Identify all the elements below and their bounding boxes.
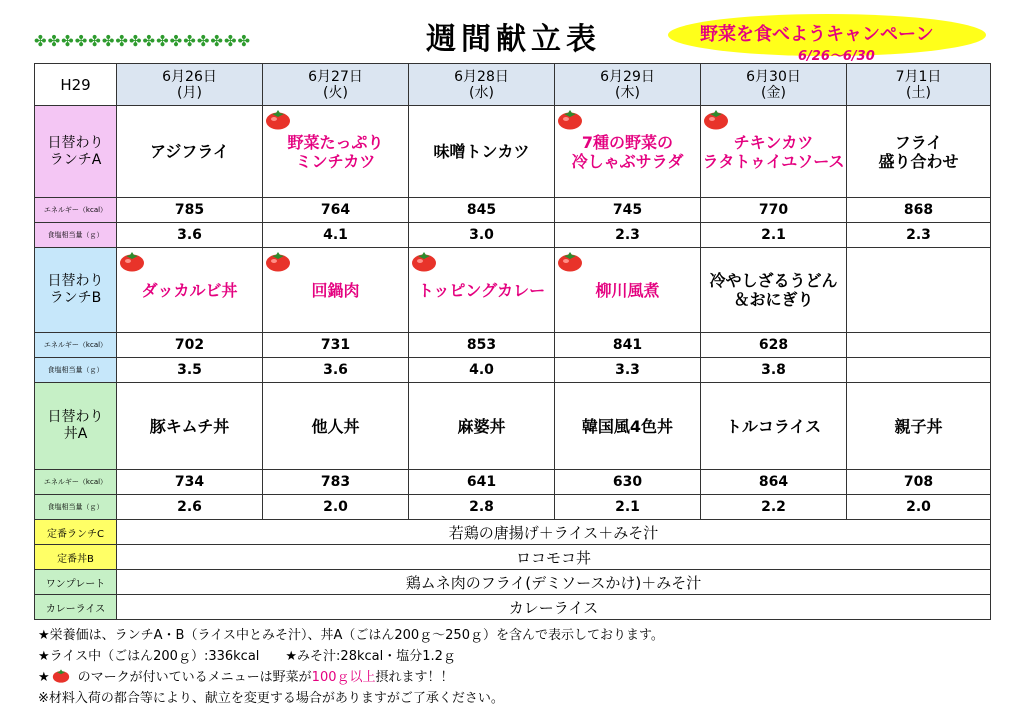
day-header	[847, 64, 991, 106]
dish-name-line2: ラタトゥイユソース	[702, 151, 845, 171]
salt-value: 2.3	[847, 223, 991, 248]
dish-name-line2: 冷しゃぶサラダ	[571, 151, 684, 171]
don-a-label-line1: 日替わり	[47, 409, 104, 425]
dish-cell	[701, 248, 847, 333]
lunch-a-label	[35, 106, 117, 198]
fixed-menu-row	[35, 520, 991, 545]
dish-cell	[263, 248, 409, 333]
dish-name-line1: チキンカツ	[733, 132, 814, 152]
note-vegetable-text: のマークが付いているメニューは野菜が	[77, 670, 312, 685]
lunch-a-energy-row	[35, 198, 991, 223]
salt-value: 2.8	[409, 495, 555, 520]
day-weekday: (土)	[906, 84, 931, 101]
salt-label: 食塩相当量（ｇ）	[35, 358, 117, 383]
day-header	[555, 64, 701, 106]
fixed-menu-label: 定番ランチC	[35, 520, 117, 545]
don-a-dish-row	[35, 383, 991, 470]
lunch-b-energy-row	[35, 333, 991, 358]
dish-cell	[263, 106, 409, 198]
tomato-icon	[703, 108, 729, 130]
energy-value: 841	[555, 333, 701, 358]
day-date: 7月1日	[895, 68, 942, 85]
energy-value: 864	[701, 470, 847, 495]
salt-value: 3.8	[701, 358, 847, 383]
lunch-a-label-line2: ランチA	[49, 151, 102, 168]
dish-cell	[117, 248, 263, 333]
note-rice-soup: ★ライス中（ごはん200ｇ）:336kcal ★みそ汁:28kcal・塩分1.2ｇ	[38, 649, 456, 664]
clover-decoration: ✤✤✤✤✤✤✤✤✤✤✤✤✤✤✤✤	[34, 32, 252, 50]
energy-value: 630	[555, 470, 701, 495]
energy-value: 708	[847, 470, 991, 495]
day-header	[701, 64, 847, 106]
tomato-icon	[119, 250, 145, 272]
don-a-label-line2: 丼A	[63, 426, 88, 442]
salt-value: 4.0	[409, 358, 555, 383]
dish-name-line1: 野菜たっぷり	[287, 132, 384, 152]
dish-name-line1: 豚キムチ丼	[149, 416, 230, 436]
energy-value: 868	[847, 198, 991, 223]
note-star: ★	[38, 670, 50, 685]
lunch-b-dish-row	[35, 248, 991, 333]
dish-name-line1: トッピングカレー	[417, 280, 546, 300]
dish-cell	[555, 106, 701, 198]
dish-cell	[555, 383, 701, 470]
dish-name-line1: 柳川風煮	[595, 280, 660, 300]
salt-value: 3.5	[117, 358, 263, 383]
salt-value: 3.3	[555, 358, 701, 383]
salt-value: 4.1	[263, 223, 409, 248]
energy-label: エネルギー（kcal）	[35, 333, 117, 358]
fixed-menu-label: カレーライス	[35, 595, 117, 620]
campaign-dates: 6/26〜6/30	[798, 49, 875, 64]
energy-label: エネルギー（kcal）	[35, 470, 117, 495]
dish-cell	[701, 383, 847, 470]
fixed-menu-dish: 若鶏の唐揚げ＋ライス＋みそ汁	[117, 520, 991, 545]
energy-value: 783	[263, 470, 409, 495]
energy-value: 845	[409, 198, 555, 223]
fixed-menu-label: 定番丼B	[35, 545, 117, 570]
note-vegetable-mark	[38, 667, 664, 688]
day-date: 6月28日	[454, 68, 509, 85]
note-change-disclaimer: ※材料入荷の都合等により、献立を変更する場合がありますがご了承ください。	[38, 691, 504, 706]
dish-name-line2: ミンチカツ	[295, 151, 376, 171]
dish-cell	[701, 106, 847, 198]
energy-value: 734	[117, 470, 263, 495]
salt-value: 3.6	[263, 358, 409, 383]
lunch-a-salt-row	[35, 223, 991, 248]
day-date: 6月26日	[162, 68, 217, 85]
salt-label: 食塩相当量（ｇ）	[35, 495, 117, 520]
fixed-menu-row	[35, 595, 991, 620]
fixed-menu-row	[35, 570, 991, 595]
lunch-b-salt-row	[35, 358, 991, 383]
day-header	[263, 64, 409, 106]
dish-name-line2: ＆おにぎり	[733, 290, 814, 309]
page-title: 週間献立表	[426, 22, 601, 57]
lunch-a-label-line1: 日替わり	[47, 134, 104, 151]
day-header	[117, 64, 263, 106]
lunch-b-label-line1: 日替わり	[47, 273, 104, 289]
day-weekday: (金)	[761, 84, 786, 101]
dish-name-line1: 味噌トンカツ	[433, 142, 530, 161]
day-header	[409, 64, 555, 106]
salt-value: 2.1	[555, 495, 701, 520]
lunch-b-label-line2: ランチB	[49, 290, 102, 306]
day-date: 6月30日	[746, 68, 801, 85]
dish-name-line2: 盛り合わせ	[878, 151, 959, 171]
tomato-icon	[411, 250, 437, 272]
fixed-menu-label: ワンプレート	[35, 570, 117, 595]
salt-value: 2.0	[263, 495, 409, 520]
tomato-icon	[265, 108, 291, 130]
notes	[38, 625, 664, 709]
salt-value: 3.0	[409, 223, 555, 248]
day-weekday: (木)	[615, 84, 640, 101]
dish-name-line1: フライ	[894, 132, 943, 152]
dish-cell	[117, 383, 263, 470]
dish-name-line1: 他人丼	[311, 416, 360, 436]
dish-name-line1: 麻婆丼	[457, 416, 506, 436]
don-a-label	[35, 383, 117, 470]
day-weekday: (月)	[177, 84, 202, 101]
salt-value: 2.0	[847, 495, 991, 520]
dish-cell	[409, 383, 555, 470]
salt-value: 2.2	[701, 495, 847, 520]
dish-name-line1: 韓国風4色丼	[581, 416, 674, 436]
dish-name-line1: 7種の野菜の	[581, 132, 674, 152]
salt-value: 2.1	[701, 223, 847, 248]
dish-cell	[263, 383, 409, 470]
dish-cell	[847, 106, 991, 198]
dish-cell	[555, 248, 701, 333]
date-header-row	[35, 64, 991, 106]
tomato-icon	[557, 108, 583, 130]
dish-name-line1: 回鍋肉	[311, 280, 360, 300]
dish-name-line1: アジフライ	[150, 142, 229, 161]
note-vegetable-text-end: 摂れます！！	[375, 670, 454, 685]
energy-value: 702	[117, 333, 263, 358]
year-cell: H29	[35, 64, 117, 106]
salt-value: 2.6	[117, 495, 263, 520]
dish-name-line1: 冷やしざるうどん	[709, 271, 838, 290]
dish-name-line1: ダッカルビ丼	[141, 280, 238, 300]
don-a-energy-row	[35, 470, 991, 495]
salt-value: 3.6	[117, 223, 263, 248]
dish-cell	[409, 248, 555, 333]
lunch-a-dish-row	[35, 106, 991, 198]
fixed-menu-dish: 鶏ムネ肉のフライ(デミソースかけ)＋みそ汁	[117, 570, 991, 595]
tomato-icon	[52, 668, 70, 683]
day-weekday: (火)	[323, 84, 348, 101]
fixed-menu-dish: ロコモコ丼	[117, 545, 991, 570]
energy-value: 764	[263, 198, 409, 223]
energy-value: 628	[701, 333, 847, 358]
dish-cell	[847, 248, 991, 333]
note-vegetable-highlight: 100ｇ以上	[311, 670, 376, 685]
energy-value: 853	[409, 333, 555, 358]
fixed-menu-row	[35, 545, 991, 570]
campaign-title: 野菜を食べようキャンペーン	[700, 24, 934, 45]
dish-cell	[409, 106, 555, 198]
day-weekday: (水)	[469, 84, 494, 101]
dish-cell	[847, 383, 991, 470]
dish-name-line1: トルコライス	[725, 416, 822, 436]
day-date: 6月27日	[308, 68, 363, 85]
don-a-salt-row	[35, 495, 991, 520]
energy-label: エネルギー（kcal）	[35, 198, 117, 223]
lunch-b-label	[35, 248, 117, 333]
energy-value: 745	[555, 198, 701, 223]
day-date: 6月29日	[600, 68, 655, 85]
energy-value: 785	[117, 198, 263, 223]
tomato-icon	[265, 250, 291, 272]
energy-value: 770	[701, 198, 847, 223]
energy-value: 641	[409, 470, 555, 495]
salt-label: 食塩相当量（ｇ）	[35, 223, 117, 248]
dish-cell	[117, 106, 263, 198]
energy-value: 731	[263, 333, 409, 358]
dish-name-line1: 親子丼	[894, 416, 943, 436]
energy-value	[847, 333, 991, 358]
salt-value: 2.3	[555, 223, 701, 248]
salt-value	[847, 358, 991, 383]
weekly-menu-table	[34, 63, 991, 620]
tomato-icon	[557, 250, 583, 272]
fixed-menu-dish: カレーライス	[117, 595, 991, 620]
note-nutrition: ★栄養価は、ランチA・B（ライス中とみそ汁）、丼A（ごはん200ｇ〜250ｇ）を含んで表示しております。	[38, 628, 664, 643]
